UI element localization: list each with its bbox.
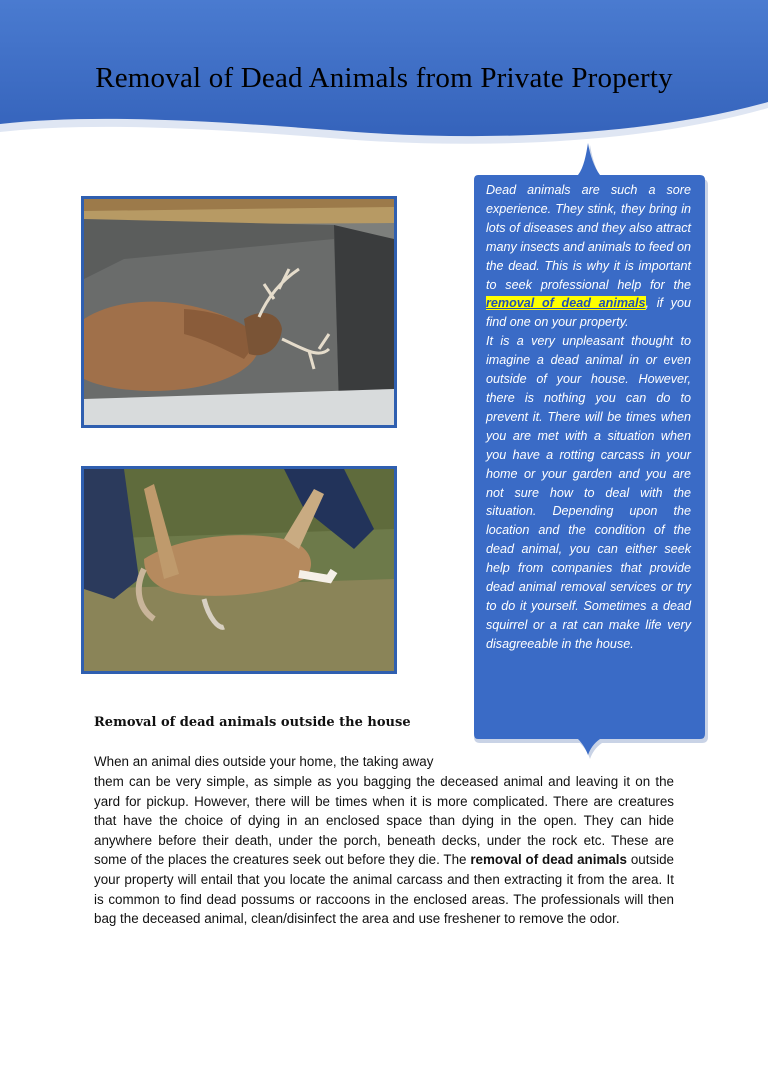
section-lead-line: When an animal dies outside your home, the taking away — [94, 754, 434, 769]
callout-text — [486, 181, 691, 654]
section-heading: Removal of dead animals outside the house — [94, 715, 411, 730]
section-body: them can be very simple, as simple as you bagging the deceased animal and leaving it on the yard for pickup. However, there will be times when it is more complicated. There are creatures that have the choice of dying in an enclosed space than dying in the open. They can hide anywhere before their death, under the porch, beneath decks, under the rock etc. These are some of the places the creatures seek out before they die. The removal of dead animals outside your property will entail that you locate the animal carcass and then extracting it from the area. It is common to find dead possums or raccoons in the enclosed areas. The professionals will then bag the deceased animal, clean/disinfect the area and use freshener to remove the odor. — [94, 774, 675, 927]
deer-dragged-on-grass-photo — [81, 466, 397, 674]
callout-paragraph-2: It is a very unpleasant thought to imagine a dead animal in or even outside of your house. However, there is nothing you can do to prevent it. There will be times when you are met with a situation when you have a rotting carcass in your home or your garden and you are not sure how to deal with the situation. Depending upon the location and the condition of the dead animal, you can either seek help from companies that provide dead animal removal services or try to do it yourself. Sometimes a dead squirrel or a rat can make life very disagreeable in the house. — [486, 334, 691, 651]
page-title: Removal of Dead Animals from Private Property — [95, 62, 673, 94]
deer-in-truck-bed-photo — [81, 196, 397, 428]
removal-of-dead-animals-link[interactable]: removal of dead animals — [486, 296, 646, 311]
callout-box — [474, 141, 710, 761]
callout-paragraph-1: Dead animals are such a sore experience. They stink, they bring in lots of diseases and they also attract many insects and animals to feed on the dead. This is why it is important to seek professional help for the removal of dead animals, if you find one on your property. — [486, 183, 691, 330]
removal-of-dead-animals-bold: removal of dead animals — [470, 852, 627, 868]
